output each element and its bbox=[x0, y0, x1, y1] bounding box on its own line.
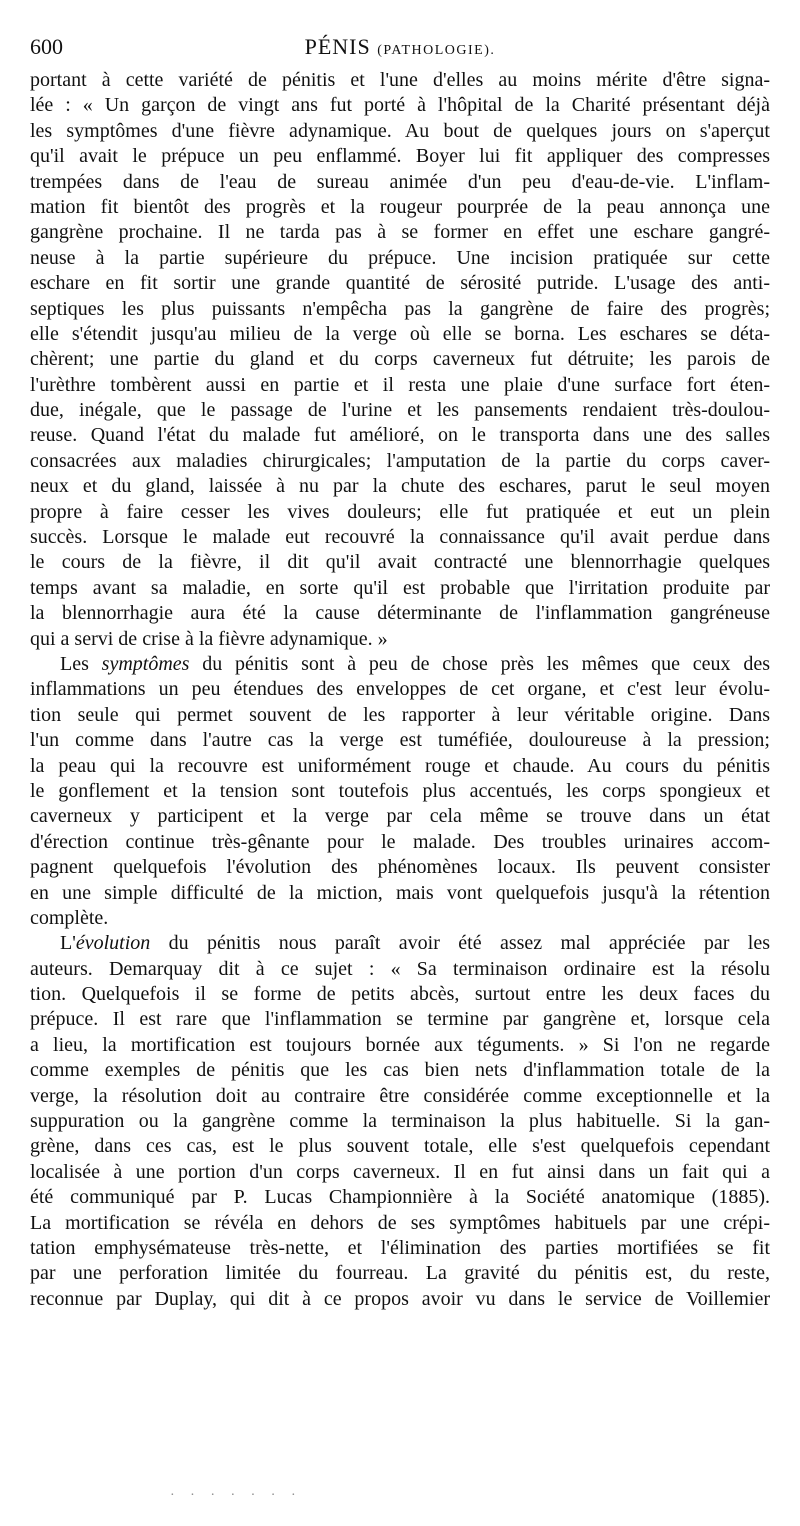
text-line: neuse à la partie supérieure du prépuce. Une incision pratiquée sur cette bbox=[30, 246, 770, 269]
text-line: reuse. Quand l'état du malade fut amélioré, on le transporta dans une des salles bbox=[30, 424, 770, 447]
text-line: tion seule qui permet souvent de les rapporter à leur véritable origine. Dans bbox=[30, 703, 770, 726]
text-line: prépuce. Il est rare que l'inflammation se termine par gangrène et, lorsque cela bbox=[30, 1008, 770, 1031]
text-line: gangrène prochaine. Il ne tarda pas à se former en effet une eschare gangré- bbox=[30, 221, 770, 244]
page-number: 600 bbox=[30, 34, 63, 59]
text-line: complète. bbox=[30, 906, 109, 929]
text-line: chèrent; une partie du gland et du corps caverneux fut détruite; les parois de bbox=[30, 348, 770, 371]
text-line: due, inégale, que le passage de l'urine et les pansements rendaient très-doulou- bbox=[30, 399, 770, 422]
text-line: mation fit bientôt des progrès et la rougeur pourprée de la peau annonça une bbox=[30, 195, 770, 218]
text-line: le cours de la fièvre, il dit qu'il avait contracté une blennorrhagie quelques bbox=[30, 551, 770, 574]
scan-artifact-marks: · · · · · · · bbox=[170, 1488, 302, 1503]
running-title-main: PÉNIS bbox=[304, 34, 371, 59]
text-line: septiques les plus puissants n'empêcha pas la gangrène de faire des progrès; bbox=[30, 297, 770, 320]
text-line: reconnue par Duplay, qui dit à ce propos avoir vu dans le service de Voillemier bbox=[30, 1287, 770, 1310]
text-line: succès. Lorsque le malade eut recouvré la connaissance qu'il avait perdue dans bbox=[30, 526, 770, 549]
text-line: a lieu, la mortification est toujours bornée aux téguments. » Si l'on ne regarde bbox=[30, 1033, 770, 1056]
text-line: comme exemples de pénitis que les cas bien nets d'inflammation totale de la bbox=[30, 1059, 770, 1082]
text-line: auteurs. Demarquay dit à ce sujet : « Sa terminaison ordinaire est la résolu bbox=[30, 957, 770, 980]
text-line: la blennorrhagie aura été la cause déterminante de l'inflammation gangréneuse bbox=[30, 602, 770, 625]
text-line: caverneux y participent et la verge par cela même se trouve dans un état bbox=[30, 805, 770, 828]
text-line: d'érection continue très-gênante pour le malade. Des troubles urinaires accom- bbox=[30, 830, 770, 853]
text-line: grène, dans ces cas, est le plus souvent totale, elle s'est quelquefois cependant bbox=[30, 1135, 770, 1158]
text-line: propre à faire cesser les vives douleurs; elle fut pratiquée et eut un plein bbox=[30, 500, 770, 523]
text-line: trempées dans de l'eau de sureau animée d'un peu d'eau-de-vie. L'inflam- bbox=[30, 170, 770, 193]
text-line: en une simple difficulté de la miction, mais vont quelquefois jusqu'à la rétention bbox=[30, 881, 770, 904]
text-line: l'un comme dans l'autre cas la verge est tuméfiée, douloureuse à la pression; bbox=[30, 729, 770, 752]
text-line: eschare en fit sortir une grande quantité de sérosité putride. L'usage des anti- bbox=[30, 272, 770, 295]
running-title bbox=[30, 34, 770, 60]
text-line: consacrées aux maladies chirurgicales; l'amputation de la partie du corps caver- bbox=[30, 449, 770, 472]
text-line: temps avant sa maladie, en sorte qu'il est probable que l'irritation produite par bbox=[30, 576, 770, 599]
text-line: elle s'étendit jusqu'au milieu de la verge où elle se borna. Les eschares se déta- bbox=[30, 322, 770, 345]
running-title-sub: (PATHOLOGIE). bbox=[377, 43, 496, 58]
text-line: pagnent quelquefois l'évolution des phénomènes locaux. Ils peuvent consister bbox=[30, 856, 770, 879]
text-line: Les symptômes du pénitis sont à peu de chose près les mêmes que ceux des bbox=[60, 652, 770, 675]
text-line: localisée à une portion d'un corps caverneux. Il en fut ainsi dans un fait qui a bbox=[30, 1160, 770, 1183]
text-line: le gonflement et la tension sont toutefois plus accentués, les corps spongieux et bbox=[30, 779, 770, 802]
text-line: L'évolution du pénitis nous paraît avoir été assez mal appréciée par les bbox=[60, 932, 770, 955]
text-line: été communiqué par P. Lucas Championnière à la Société anatomique (1885). bbox=[30, 1186, 770, 1209]
text-line: les symptômes d'une fièvre adynamique. Au bout de quelques jours on s'aperçut bbox=[30, 119, 770, 142]
text-line: lée : « Un garçon de vingt ans fut porté à l'hôpital de la Charité présentant déjà bbox=[30, 94, 770, 117]
text-line: par une perforation limitée du fourreau. La gravité du pénitis est, du reste, bbox=[30, 1262, 770, 1285]
text-line: tation emphysémateuse très-nette, et l'élimination des parties mortifiées se fit bbox=[30, 1236, 770, 1259]
body-text bbox=[30, 68, 770, 1312]
page-header bbox=[30, 34, 770, 64]
text-line: qu'il avait le prépuce un peu enflammé. Boyer lui fit appliquer des compresses bbox=[30, 145, 770, 168]
text-line: verge, la résolution doit au contraire être considérée comme exceptionnelle et la bbox=[30, 1084, 770, 1107]
text-line: portant à cette variété de pénitis et l'une d'elles au moins mérite d'être signa- bbox=[30, 69, 770, 91]
text-line: la peau qui la recouvre est uniformément rouge et chaude. Au cours du pénitis bbox=[30, 754, 770, 777]
text-line: l'urèthre tombèrent aussi en partie et il resta une plaie d'une surface fort éten- bbox=[30, 373, 770, 396]
text-line: qui a servi de crise à la fièvre adynamique. » bbox=[30, 627, 388, 650]
text-line: inflammations un peu étendues des enveloppes de cet organe, et c'est leur évolu- bbox=[30, 678, 770, 701]
text-line: neux et du gland, laissée à nu par la chute des eschares, parut le seul moyen bbox=[30, 475, 770, 498]
text-line: suppuration ou la gangrène comme la terminaison la plus habituelle. Si la gan- bbox=[30, 1110, 770, 1133]
text-line: La mortification se révéla en dehors de ses symptômes habituels par une crépi- bbox=[30, 1211, 770, 1234]
text-line: tion. Quelquefois il se forme de petits abcès, surtout entre les deux faces du bbox=[30, 983, 770, 1006]
